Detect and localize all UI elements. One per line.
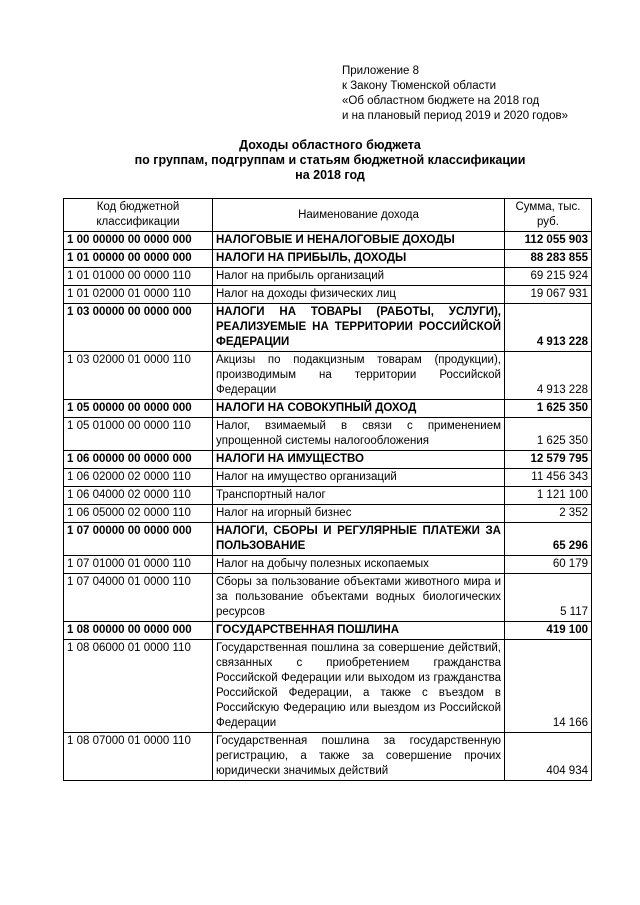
code-cell: 1 07 04000 01 0000 110 — [64, 574, 213, 622]
name-cell: Налог на игорный бизнес — [213, 505, 505, 523]
sum-cell: 5 117 — [505, 574, 592, 622]
sum-cell: 2 352 — [505, 505, 592, 523]
title-line: Доходы областного бюджета — [239, 138, 421, 152]
name-cell: Государственная пошлина за совершение действий, связанных с приобретением гражданства Российской Федерации или выходом из гражданства Российской Федерации, а также с въездом в Российскую Федерацию или выездом из Российской Федерации — [213, 640, 505, 733]
sum-cell: 69 215 924 — [505, 268, 592, 286]
name-cell: НАЛОГИ НА СОВОКУПНЫЙ ДОХОД — [213, 400, 505, 418]
table-row — [64, 304, 592, 352]
table-row — [64, 250, 592, 268]
name-cell: Акцизы по подакцизным товарам (продукции), производимым на территории Российской Федерации — [213, 352, 505, 400]
appendix-note — [342, 64, 568, 124]
code-cell: 1 06 04000 02 0000 110 — [64, 487, 213, 505]
appendix-line: Приложение 8 — [342, 65, 420, 77]
table-row — [64, 451, 592, 469]
name-cell: НАЛОГИ НА ИМУЩЕСТВО — [213, 451, 505, 469]
table-row — [64, 400, 592, 418]
header-sum: Сумма, тыс. руб. — [505, 199, 592, 232]
sum-cell: 14 166 — [505, 640, 592, 733]
sum-cell: 60 179 — [505, 556, 592, 574]
code-cell: 1 05 00000 00 0000 000 — [64, 400, 213, 418]
title-line: на 2018 год — [295, 168, 365, 182]
code-cell: 1 01 02000 01 0000 110 — [64, 286, 213, 304]
table-body — [64, 232, 592, 781]
document-title — [80, 138, 580, 183]
table-row — [64, 487, 592, 505]
code-cell: 1 08 06000 01 0000 110 — [64, 640, 213, 733]
code-cell: 1 03 02000 01 0000 110 — [64, 352, 213, 400]
revenue-table — [63, 198, 592, 781]
table-row — [64, 505, 592, 523]
table-row — [64, 733, 592, 781]
sum-cell: 1 121 100 — [505, 487, 592, 505]
sum-cell: 112 055 903 — [505, 232, 592, 250]
code-cell: 1 00 00000 00 0000 000 — [64, 232, 213, 250]
code-cell: 1 06 02000 02 0000 110 — [64, 469, 213, 487]
name-cell: Налог на доходы физических лиц — [213, 286, 505, 304]
name-cell: Налог на имущество организаций — [213, 469, 505, 487]
code-cell: 1 01 00000 00 0000 000 — [64, 250, 213, 268]
sum-cell: 65 296 — [505, 523, 592, 556]
code-cell: 1 08 07000 01 0000 110 — [64, 733, 213, 781]
appendix-line: к Закону Тюменской области — [342, 80, 497, 92]
code-cell: 1 01 01000 00 0000 110 — [64, 268, 213, 286]
name-cell: Транспортный налог — [213, 487, 505, 505]
header-name: Наименование дохода — [213, 199, 505, 232]
table-row — [64, 418, 592, 451]
name-cell: НАЛОГОВЫЕ И НЕНАЛОГОВЫЕ ДОХОДЫ — [213, 232, 505, 250]
name-cell: Сборы за пользование объектами животного мира и за пользование объектами водных биологических ресурсов — [213, 574, 505, 622]
table-row — [64, 232, 592, 250]
sum-cell: 419 100 — [505, 622, 592, 640]
name-cell: Налог на добычу полезных ископаемых — [213, 556, 505, 574]
sum-cell: 4 913 228 — [505, 352, 592, 400]
code-cell: 1 06 05000 02 0000 110 — [64, 505, 213, 523]
table-row — [64, 523, 592, 556]
appendix-line: «Об областном бюджете на 2018 год — [342, 95, 540, 107]
name-cell: НАЛОГИ НА ТОВАРЫ (РАБОТЫ, УСЛУГИ), РЕАЛИЗУЕМЫЕ НА ТЕРРИТОРИИ РОССИЙСКОЙ ФЕДЕРАЦИИ — [213, 304, 505, 352]
name-cell: НАЛОГИ НА ПРИБЫЛЬ, ДОХОДЫ — [213, 250, 505, 268]
sum-cell: 1 625 350 — [505, 400, 592, 418]
code-cell: 1 07 00000 00 0000 000 — [64, 523, 213, 556]
name-cell: Налог, взимаемый в связи с применением упрощенной системы налогообложения — [213, 418, 505, 451]
table-row — [64, 469, 592, 487]
title-line: по группам, подгруппам и статьям бюджетной классификации — [134, 153, 526, 167]
table-row — [64, 556, 592, 574]
sum-cell: 4 913 228 — [505, 304, 592, 352]
table-row — [64, 640, 592, 733]
sum-cell: 19 067 931 — [505, 286, 592, 304]
sum-cell: 11 456 343 — [505, 469, 592, 487]
code-cell: 1 07 01000 01 0000 110 — [64, 556, 213, 574]
name-cell: НАЛОГИ, СБОРЫ И РЕГУЛЯРНЫЕ ПЛАТЕЖИ ЗА ПОЛЬЗОВАНИЕ — [213, 523, 505, 556]
table-row — [64, 622, 592, 640]
name-cell: Налог на прибыль организаций — [213, 268, 505, 286]
table-header-row — [64, 199, 592, 232]
header-code: Код бюджетной классификации — [64, 199, 213, 232]
sum-cell: 12 579 795 — [505, 451, 592, 469]
name-cell: Государственная пошлина за государственную регистрацию, а также за совершение прочих юридически значимых действий — [213, 733, 505, 781]
code-cell: 1 05 01000 00 0000 110 — [64, 418, 213, 451]
table-row — [64, 574, 592, 622]
sum-cell: 88 283 855 — [505, 250, 592, 268]
sum-cell: 1 625 350 — [505, 418, 592, 451]
code-cell: 1 03 00000 00 0000 000 — [64, 304, 213, 352]
code-cell: 1 08 00000 00 0000 000 — [64, 622, 213, 640]
appendix-line: и на плановый период 2019 и 2020 годов» — [342, 110, 568, 122]
table-row — [64, 268, 592, 286]
sum-cell: 404 934 — [505, 733, 592, 781]
code-cell: 1 06 00000 00 0000 000 — [64, 451, 213, 469]
table-row — [64, 352, 592, 400]
table-row — [64, 286, 592, 304]
name-cell: ГОСУДАРСТВЕННАЯ ПОШЛИНА — [213, 622, 505, 640]
